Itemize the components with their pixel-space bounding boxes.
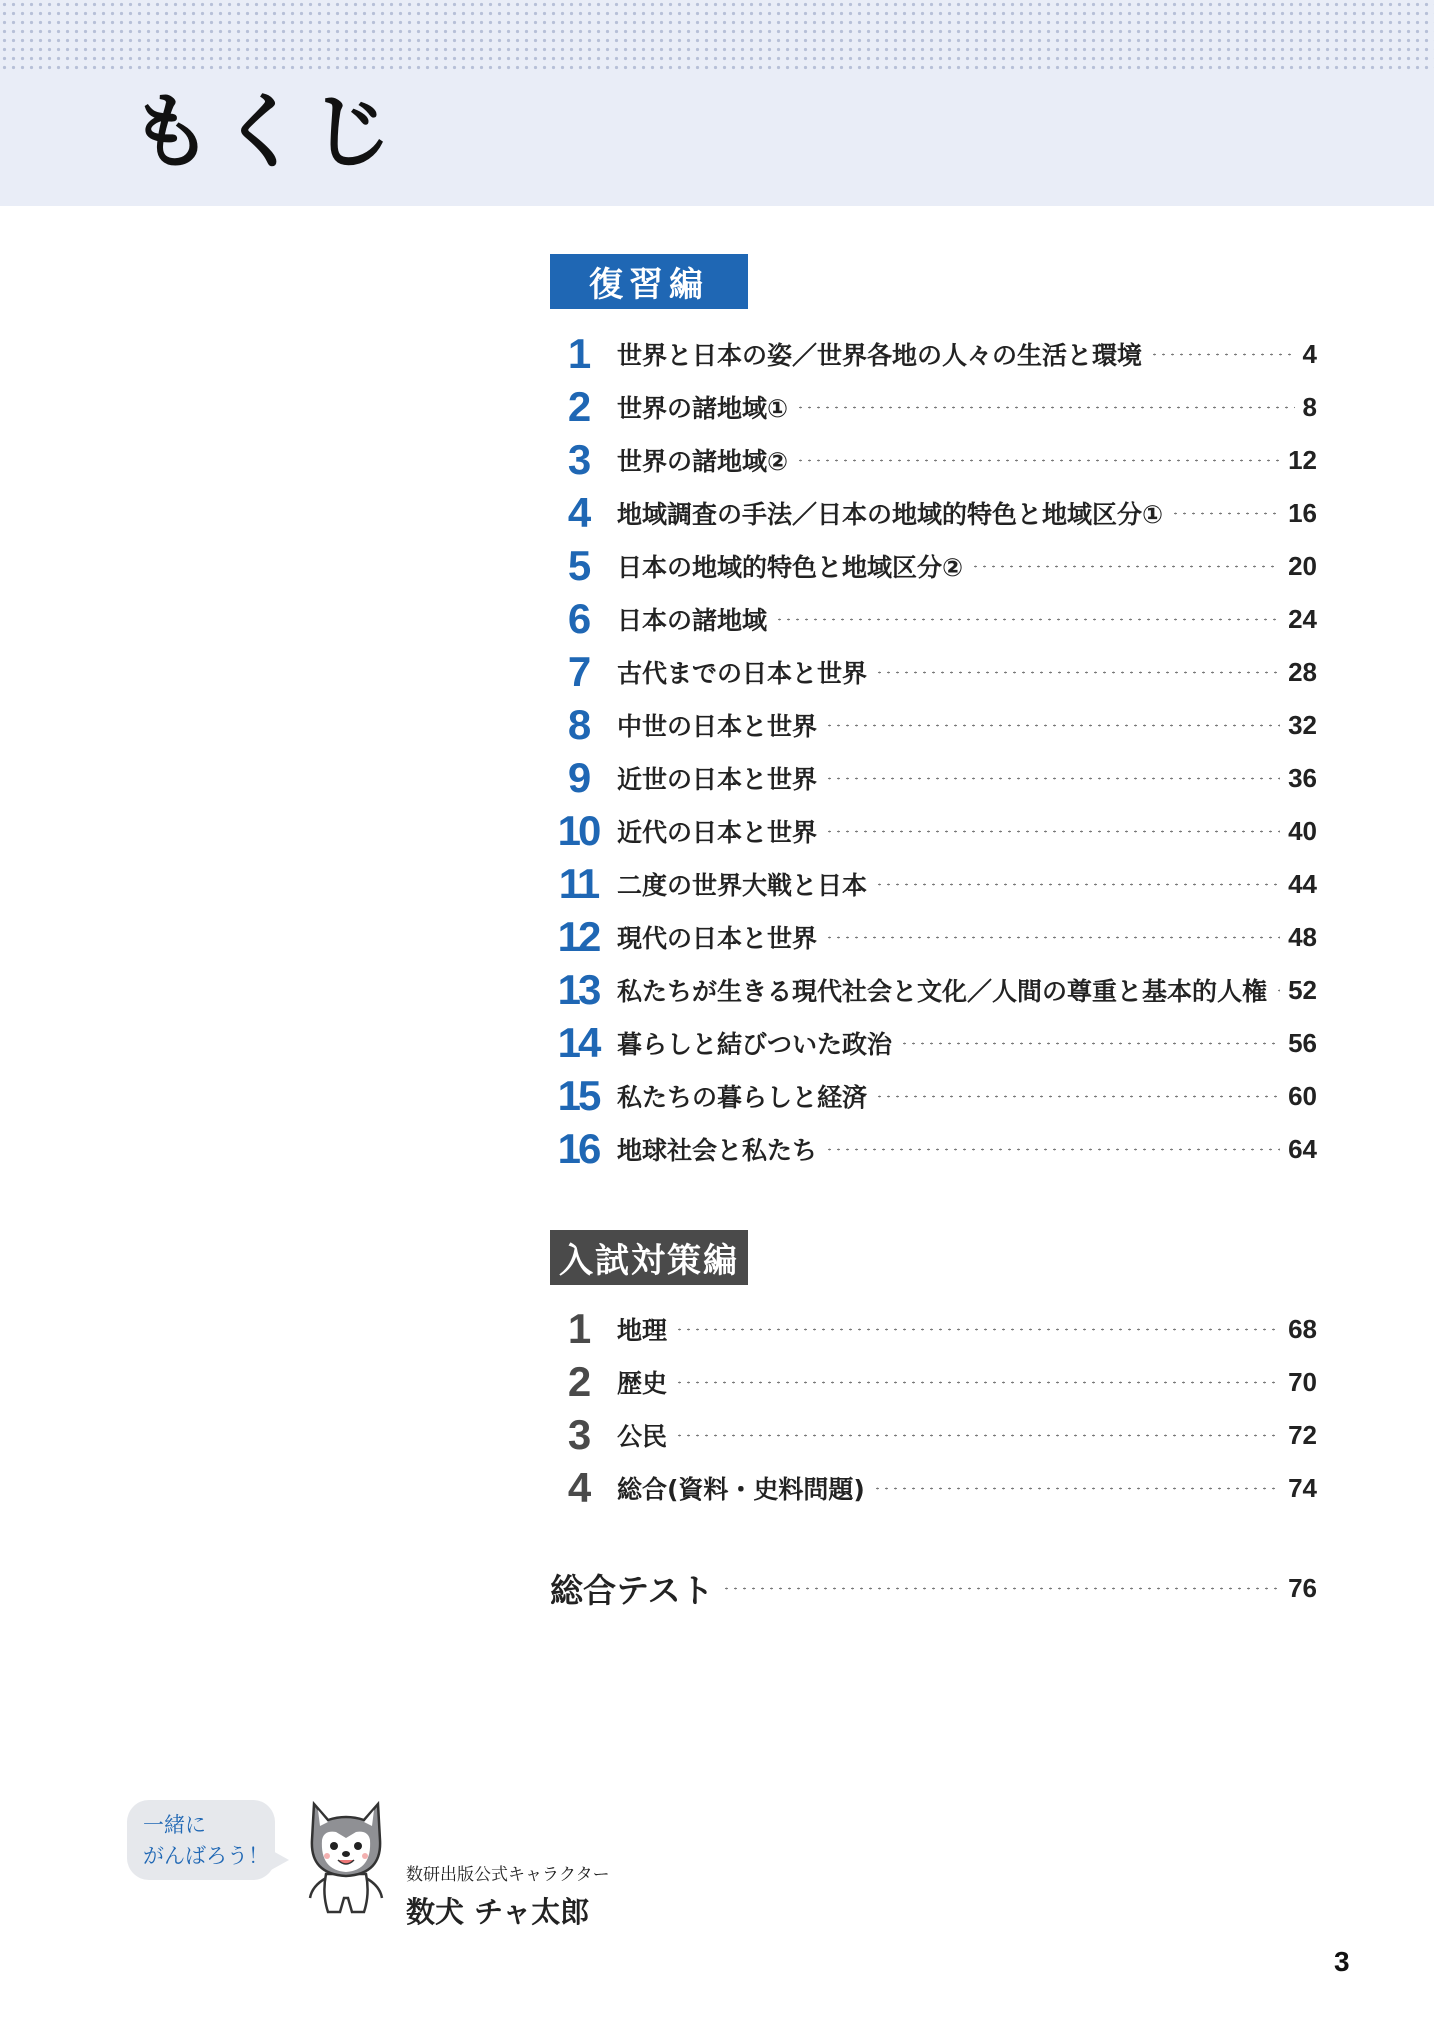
dog-mascot-icon	[300, 1790, 392, 1920]
toc-row[interactable]	[547, 1410, 1317, 1460]
toc-number: 2	[567, 1358, 589, 1405]
toc-page: 72	[1288, 1419, 1317, 1450]
toc-number: 14	[557, 1019, 599, 1066]
toc-row[interactable]	[547, 1124, 1317, 1174]
toc-row[interactable]	[547, 488, 1317, 538]
toc-row[interactable]	[547, 1357, 1317, 1407]
toc-page: 28	[1288, 656, 1317, 687]
toc-title: 世界の諸地域①	[617, 394, 789, 423]
toc-leader-dots	[825, 935, 1280, 940]
toc-title: 近世の日本と世界	[617, 765, 818, 794]
toc-page: 4	[1302, 338, 1317, 369]
toc-title: 歴史	[617, 1369, 668, 1398]
toc-leader-dots	[825, 776, 1280, 781]
toc-number: 4	[567, 489, 589, 536]
toc-number: 12	[557, 913, 599, 960]
toc-number: 1	[567, 1305, 589, 1352]
toc-title: 世界と日本の姿／世界各地の人々の生活と環境	[617, 341, 1143, 370]
test-title: 総合テスト	[550, 1570, 714, 1610]
toc-row[interactable]	[547, 435, 1317, 485]
toc-number: 6	[567, 595, 589, 642]
toc-leader-dots	[796, 458, 1280, 463]
toc-row[interactable]	[547, 1463, 1317, 1513]
toc-page: 52	[1288, 974, 1317, 1005]
toc-page: 36	[1288, 762, 1317, 793]
toc-number: 5	[567, 542, 589, 589]
toc-title: 地域調査の手法／日本の地域的特色と地域区分①	[617, 500, 1164, 529]
toc-page: 32	[1288, 709, 1317, 740]
toc-number: 8	[567, 701, 589, 748]
speech-bubble-tail	[271, 1850, 289, 1870]
toc-leader-dots	[722, 1586, 1280, 1591]
toc-leader-dots	[971, 564, 1280, 569]
toc-title: 地球社会と私たち	[617, 1136, 818, 1165]
toc-leader-dots	[796, 405, 1294, 410]
speech-line: がんばろう！	[143, 1844, 269, 1868]
toc-row[interactable]	[547, 1018, 1317, 1068]
toc-page: 64	[1288, 1133, 1317, 1164]
toc-title: 近代の日本と世界	[617, 818, 818, 847]
toc-number: 13	[557, 966, 599, 1013]
toc-page: 44	[1288, 868, 1317, 899]
toc-row[interactable]	[547, 594, 1317, 644]
toc-number: 1	[567, 330, 589, 377]
toc-row[interactable]	[547, 1071, 1317, 1121]
toc-title: 二度の世界大戦と日本	[617, 871, 868, 900]
speech-bubble	[127, 1800, 275, 1880]
toc-row-comprehensive-test[interactable]	[550, 1560, 1317, 1616]
toc-title: 私たちの暮らしと経済	[617, 1083, 868, 1112]
section-label-exam: 入試対策編	[550, 1230, 748, 1285]
toc-title: 総合(資料・史料問題)	[617, 1475, 865, 1504]
toc-page: 68	[1288, 1313, 1317, 1344]
toc-number: 4	[567, 1464, 589, 1511]
toc-title: 古代までの日本と世界	[617, 659, 868, 688]
toc-leader-dots	[675, 1433, 1280, 1438]
toc-leader-dots	[825, 829, 1280, 834]
character-caption: 数研出版公式キャラクター	[406, 1865, 610, 1885]
speech-line: 一緒に	[143, 1813, 206, 1837]
toc-leader-dots	[873, 1486, 1280, 1491]
toc-number: 9	[567, 754, 589, 801]
toc-number: 15	[557, 1072, 599, 1119]
toc-leader-dots	[875, 670, 1280, 675]
toc-row[interactable]	[547, 1304, 1317, 1354]
toc-page: 70	[1288, 1366, 1317, 1397]
toc-page: 16	[1288, 497, 1317, 528]
character-name: 数犬 チャ太郎	[406, 1895, 590, 1929]
toc-page: 20	[1288, 550, 1317, 581]
toc-row[interactable]	[547, 541, 1317, 591]
toc-title: 世界の諸地域②	[617, 447, 789, 476]
section-label-review: 復習編	[550, 254, 748, 309]
toc-title: 暮らしと結びついた政治	[617, 1030, 893, 1059]
toc-leader-dots	[1171, 511, 1280, 516]
toc-leader-dots	[900, 1041, 1280, 1046]
toc-row[interactable]	[547, 965, 1317, 1015]
toc-page: 48	[1288, 921, 1317, 952]
toc-page: 40	[1288, 815, 1317, 846]
toc-row[interactable]	[547, 806, 1317, 856]
toc-number: 2	[567, 383, 589, 430]
toc-title: 公民	[617, 1422, 668, 1451]
toc-page: 60	[1288, 1080, 1317, 1111]
toc-number: 3	[567, 436, 589, 483]
toc-row[interactable]	[547, 700, 1317, 750]
toc-leader-dots	[875, 882, 1280, 887]
toc-number: 11	[558, 860, 598, 907]
toc-title: 現代の日本と世界	[617, 924, 818, 953]
toc-number: 16	[557, 1125, 599, 1172]
toc-leader-dots	[675, 1327, 1280, 1332]
toc-page: 24	[1288, 603, 1317, 634]
toc-title: 地理	[617, 1316, 668, 1345]
toc-number: 10	[557, 807, 599, 854]
toc-row[interactable]	[547, 859, 1317, 909]
toc-leader-dots	[875, 1094, 1280, 1099]
toc-number: 7	[567, 648, 589, 695]
toc-leader-dots	[1275, 988, 1280, 993]
toc-title: 中世の日本と世界	[617, 712, 818, 741]
toc-page: 56	[1288, 1027, 1317, 1058]
toc-title: 日本の諸地域	[617, 606, 768, 635]
toc-leader-dots	[775, 617, 1280, 622]
toc-leader-dots	[825, 1147, 1280, 1152]
toc-row[interactable]	[547, 382, 1317, 432]
toc-page: 8	[1302, 391, 1317, 422]
toc-row[interactable]	[547, 753, 1317, 803]
toc-page: 76	[1288, 1572, 1317, 1603]
toc-leader-dots	[675, 1380, 1280, 1385]
page-number: 3	[1334, 1946, 1350, 1977]
toc-page: 12	[1288, 444, 1317, 475]
page-title: もくじ	[130, 85, 401, 180]
toc-leader-dots	[825, 723, 1280, 728]
header-dot-pattern	[0, 0, 1434, 74]
toc-row[interactable]	[547, 329, 1317, 379]
toc-leader-dots	[1150, 352, 1295, 357]
toc-title: 日本の地域的特色と地域区分②	[617, 553, 964, 582]
toc-number: 3	[567, 1411, 589, 1458]
toc-title: 私たちが生きる現代社会と文化／人間の尊重と基本的人権	[617, 977, 1268, 1006]
toc-page: 74	[1288, 1472, 1317, 1503]
page-header	[0, 0, 1434, 206]
toc-row[interactable]	[547, 647, 1317, 697]
toc-row[interactable]	[547, 912, 1317, 962]
